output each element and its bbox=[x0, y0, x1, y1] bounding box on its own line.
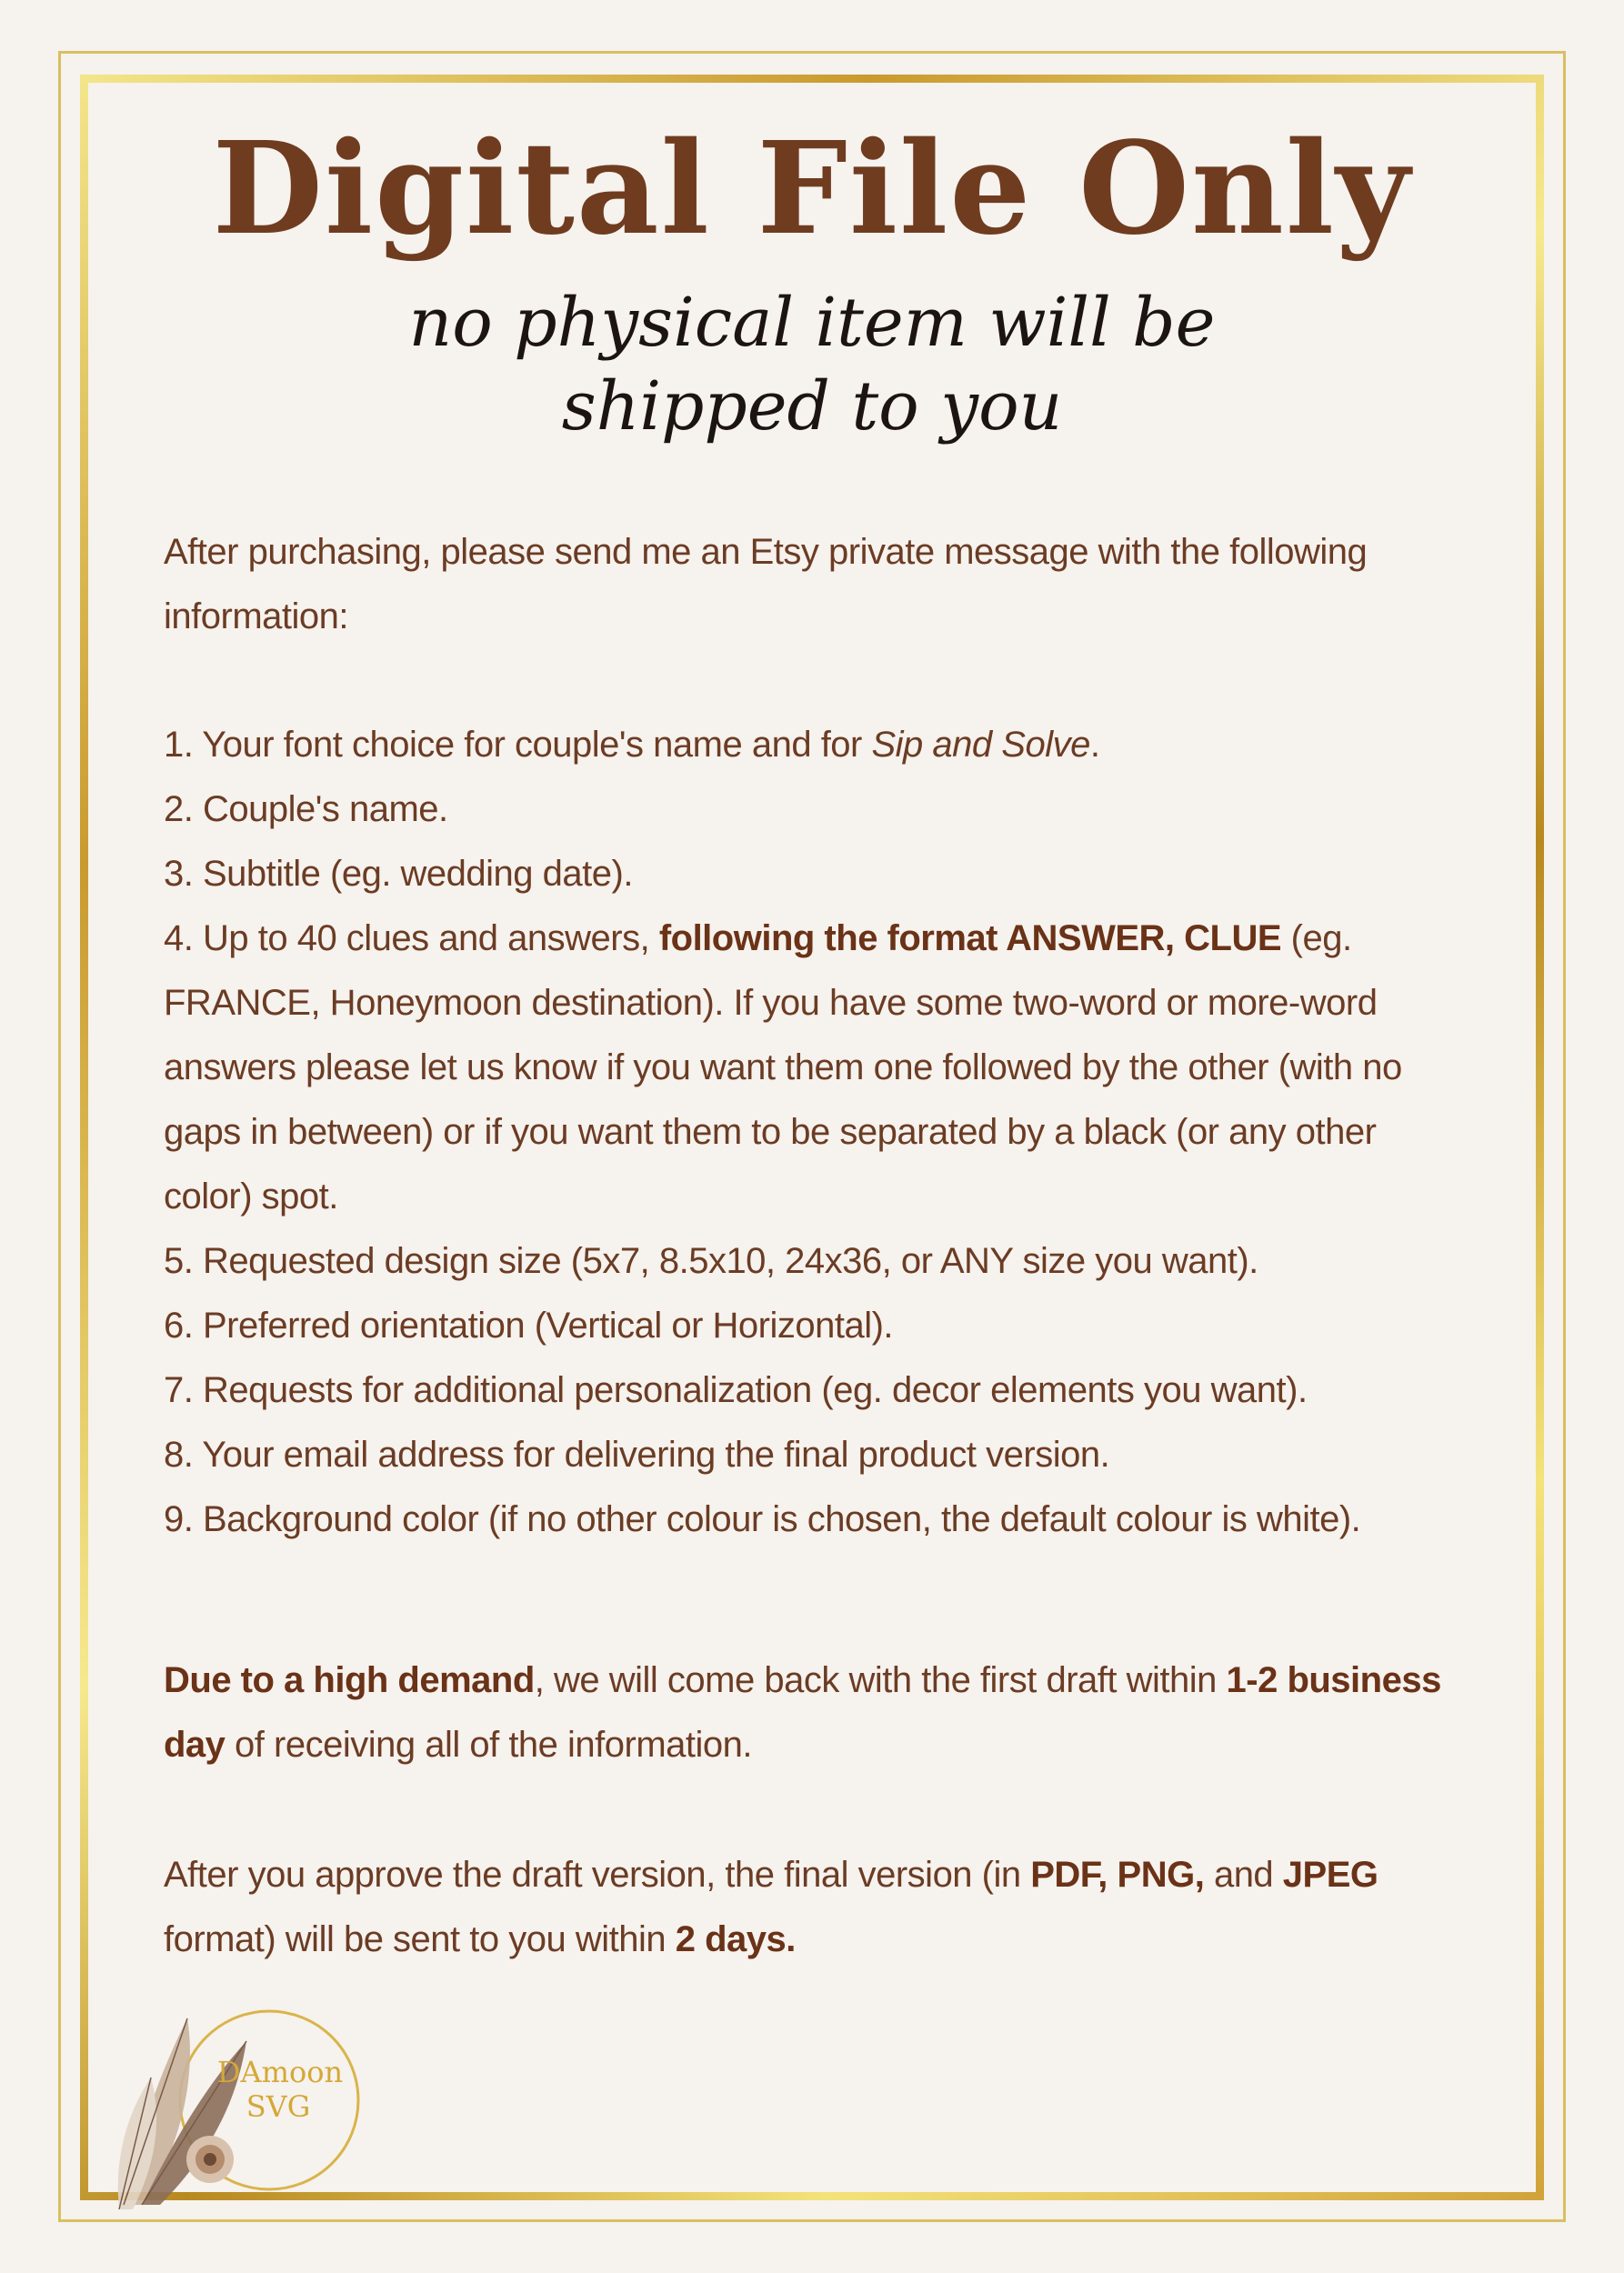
list-item-7: 7. Requests for additional personalization (eg. decor elements you want). bbox=[164, 1370, 1308, 1410]
list-item-2: 2. Couple's name. bbox=[164, 789, 448, 829]
damoon-svg-logo bbox=[87, 1991, 369, 2218]
list-item-5: 5. Requested design size (5x7, 8.5x10, 24x36, or ANY size you want). bbox=[164, 1241, 1258, 1281]
list-item-6: 6. Preferred orientation (Vertical or Horizontal). bbox=[164, 1306, 894, 1346]
final-version-paragraph: After you approve the draft version, the final version (in PDF, PNG, and JPEG format) will be sent to you within 2 days. bbox=[164, 1855, 1378, 1959]
intro-paragraph: After purchasing, please send me an Etsy private message with the following information: bbox=[164, 532, 1368, 636]
list-item-1: 1. Your font choice for couple's name and for Sip and Solve. bbox=[164, 725, 1100, 765]
page-title: Digital File Only bbox=[212, 115, 1412, 264]
list-item-8: 8. Your email address for delivering the final product version. bbox=[164, 1435, 1110, 1475]
subtitle-line-2: shipped to you bbox=[561, 367, 1063, 446]
list-item-3: 3. Subtitle (eg. wedding date). bbox=[164, 854, 633, 894]
flower-icon bbox=[186, 2136, 234, 2183]
list-item-9: 9. Background color (if no other colour is chosen, the default colour is white). bbox=[164, 1499, 1361, 1539]
list-item-4: 4. Up to 40 clues and answers, following the format ANSWER, CLUE (eg. FRANCE, Honeymoon destination). If you have some two-word or more-word answers please let us know if you want them one followed by the other (with no gaps in between) or if you want them to be separated by a black (or any other color) spot. bbox=[164, 918, 1402, 1217]
feather-icon bbox=[118, 2018, 246, 2209]
subtitle-line-1: no physical item will be bbox=[408, 284, 1216, 362]
logo-text-line-1: DAmoon bbox=[216, 2055, 344, 2089]
logo-text-line-2: SVG bbox=[246, 2089, 311, 2124]
instructions-body bbox=[164, 520, 1473, 1972]
demand-paragraph: Due to a high demand, we will come back with the first draft within 1-2 business day of receiving all of the information. bbox=[164, 1660, 1441, 1765]
